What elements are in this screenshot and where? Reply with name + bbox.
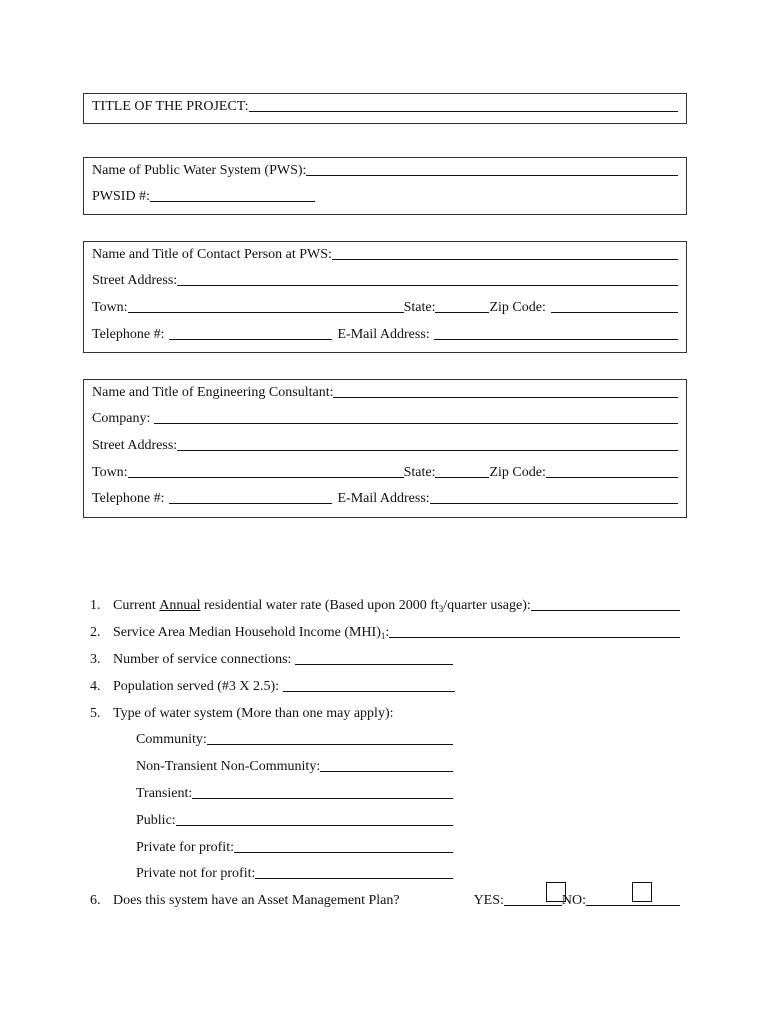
system-type-ntnc-label: Non-Transient Non-Community: [136, 759, 321, 774]
question-6-no-label: NO: [561, 893, 587, 908]
question-3-text: Number of service connections: [113, 652, 295, 667]
question-2-footnote-marker: 1 [380, 631, 386, 641]
contact-state-label: State: [403, 300, 436, 315]
contact-phone-row [92, 325, 678, 343]
question-3-number: 3. [90, 652, 101, 667]
question-2-text: Service Area Median Household Income (MHI) [113, 625, 381, 640]
question-6-no-field[interactable] [586, 904, 680, 906]
contact-town-field[interactable] [128, 311, 404, 313]
contact-zip-field[interactable] [551, 311, 678, 313]
question-1-number: 1. [90, 598, 101, 613]
consultant-street-label: Street Address: [92, 438, 178, 453]
consultant-phone-label: Telephone #: [92, 491, 165, 506]
question-5-text: Type of water system (More than one may apply): [113, 706, 394, 721]
system-type-community-field[interactable] [207, 743, 453, 745]
contact-town-row [92, 298, 678, 316]
project-title-row [92, 97, 678, 115]
contact-street-row [92, 271, 678, 289]
system-type-public-label: Public: [136, 813, 176, 828]
consultant-street-row [92, 436, 678, 454]
question-6-text: Does this system have an Asset Management Plan? [113, 893, 400, 908]
pws-id-field[interactable] [150, 200, 315, 202]
consultant-name-label: Name and Title of Engineering Consultant: [92, 385, 334, 400]
system-type-not-for-profit [136, 864, 453, 882]
project-title-field[interactable] [249, 110, 678, 112]
consultant-company-row [92, 409, 678, 427]
pws-name-field[interactable] [306, 174, 678, 176]
contact-email-field[interactable] [434, 338, 678, 340]
consultant-phone-row [92, 489, 678, 507]
question-1-text-post: residential water rate (Based upon 2000 ft [200, 598, 439, 613]
contact-phone-label: Telephone #: [92, 327, 165, 342]
pws-id-row [92, 187, 678, 205]
pws-id-label: PWSID #: [92, 189, 150, 204]
contact-name-row [92, 245, 678, 263]
question-5-number: 5. [90, 706, 101, 721]
system-type-for-profit-label: Private for profit: [136, 840, 234, 855]
consultant-town-field[interactable] [128, 476, 404, 478]
contact-street-label: Street Address: [92, 273, 178, 288]
contact-zip-label: Zip Code: [489, 300, 546, 315]
pws-name-label: Name of Public Water System (PWS): [92, 163, 307, 178]
consultant-state-label: State: [403, 465, 436, 480]
project-title-box [83, 93, 687, 124]
consultant-email-field[interactable] [430, 502, 678, 504]
project-title-label: TITLE OF THE PROJECT: [92, 99, 249, 114]
system-type-not-for-profit-field[interactable] [255, 877, 453, 879]
system-type-transient [136, 784, 453, 802]
pws-name-row [92, 161, 678, 179]
system-type-community-label: Community: [136, 732, 207, 747]
question-6-yes-label: YES: [473, 893, 504, 908]
system-type-transient-label: Transient: [136, 786, 193, 801]
consultant-zip-label: Zip Code: [489, 465, 546, 480]
consultant-phone-field[interactable] [169, 502, 332, 504]
question-6-no-checkbox[interactable] [632, 882, 652, 902]
question-1-text-pre: Current [113, 598, 160, 613]
question-6-yes-field[interactable] [504, 904, 562, 906]
system-type-ntnc [136, 757, 453, 775]
consultant-email-label: E-Mail Address: [337, 491, 430, 506]
system-type-public [136, 811, 453, 829]
consultant-zip-field[interactable] [546, 476, 678, 478]
consultant-town-label: Town: [92, 465, 128, 480]
question-2-colon: : [385, 625, 390, 640]
question-4 [90, 677, 455, 695]
question-6-number: 6. [90, 893, 101, 908]
question-1-text-tail: /quarter usage): [443, 598, 531, 613]
contact-town-label: Town: [92, 300, 128, 315]
consultant-state-field[interactable] [435, 476, 489, 478]
question-6 [90, 891, 680, 909]
consultant-name-field[interactable] [333, 396, 678, 398]
contact-street-field[interactable] [177, 284, 678, 286]
system-type-for-profit-field[interactable] [234, 851, 453, 853]
contact-phone-field[interactable] [169, 338, 332, 340]
system-type-public-field[interactable] [176, 824, 453, 826]
system-type-for-profit [136, 838, 453, 856]
consultant-company-field[interactable] [154, 422, 678, 424]
question-4-field[interactable] [283, 690, 455, 692]
system-type-ntnc-field[interactable] [320, 770, 453, 772]
system-type-transient-field[interactable] [192, 797, 453, 799]
contact-name-field[interactable] [332, 258, 678, 260]
question-1-unit: 3 [438, 604, 444, 614]
consultant-box [83, 379, 687, 518]
contact-email-label: E-Mail Address: [337, 327, 430, 342]
system-type-community [136, 730, 453, 748]
question-2-field[interactable] [389, 636, 680, 638]
contact-name-label: Name and Title of Contact Person at PWS: [92, 247, 332, 262]
question-3 [90, 650, 453, 668]
consultant-name-row [92, 383, 678, 401]
pws-box [83, 157, 687, 215]
system-type-not-for-profit-label: Private not for profit: [136, 866, 256, 881]
consultant-company-label: Company: [92, 411, 151, 426]
question-2 [90, 623, 680, 641]
question-2-number: 2. [90, 625, 101, 640]
question-1 [90, 596, 680, 614]
consultant-town-row [92, 463, 678, 481]
question-1-field[interactable] [531, 609, 680, 611]
consultant-street-field[interactable] [177, 449, 678, 451]
question-6-yes-checkbox[interactable] [546, 882, 566, 902]
question-1-text-underlined: Annual [159, 598, 201, 613]
question-3-field[interactable] [295, 663, 453, 665]
contact-state-field[interactable] [435, 311, 489, 313]
question-5 [90, 704, 394, 722]
question-4-text: Population served (#3 X 2.5): [113, 679, 283, 694]
contact-box [83, 241, 687, 353]
question-4-number: 4. [90, 679, 101, 694]
